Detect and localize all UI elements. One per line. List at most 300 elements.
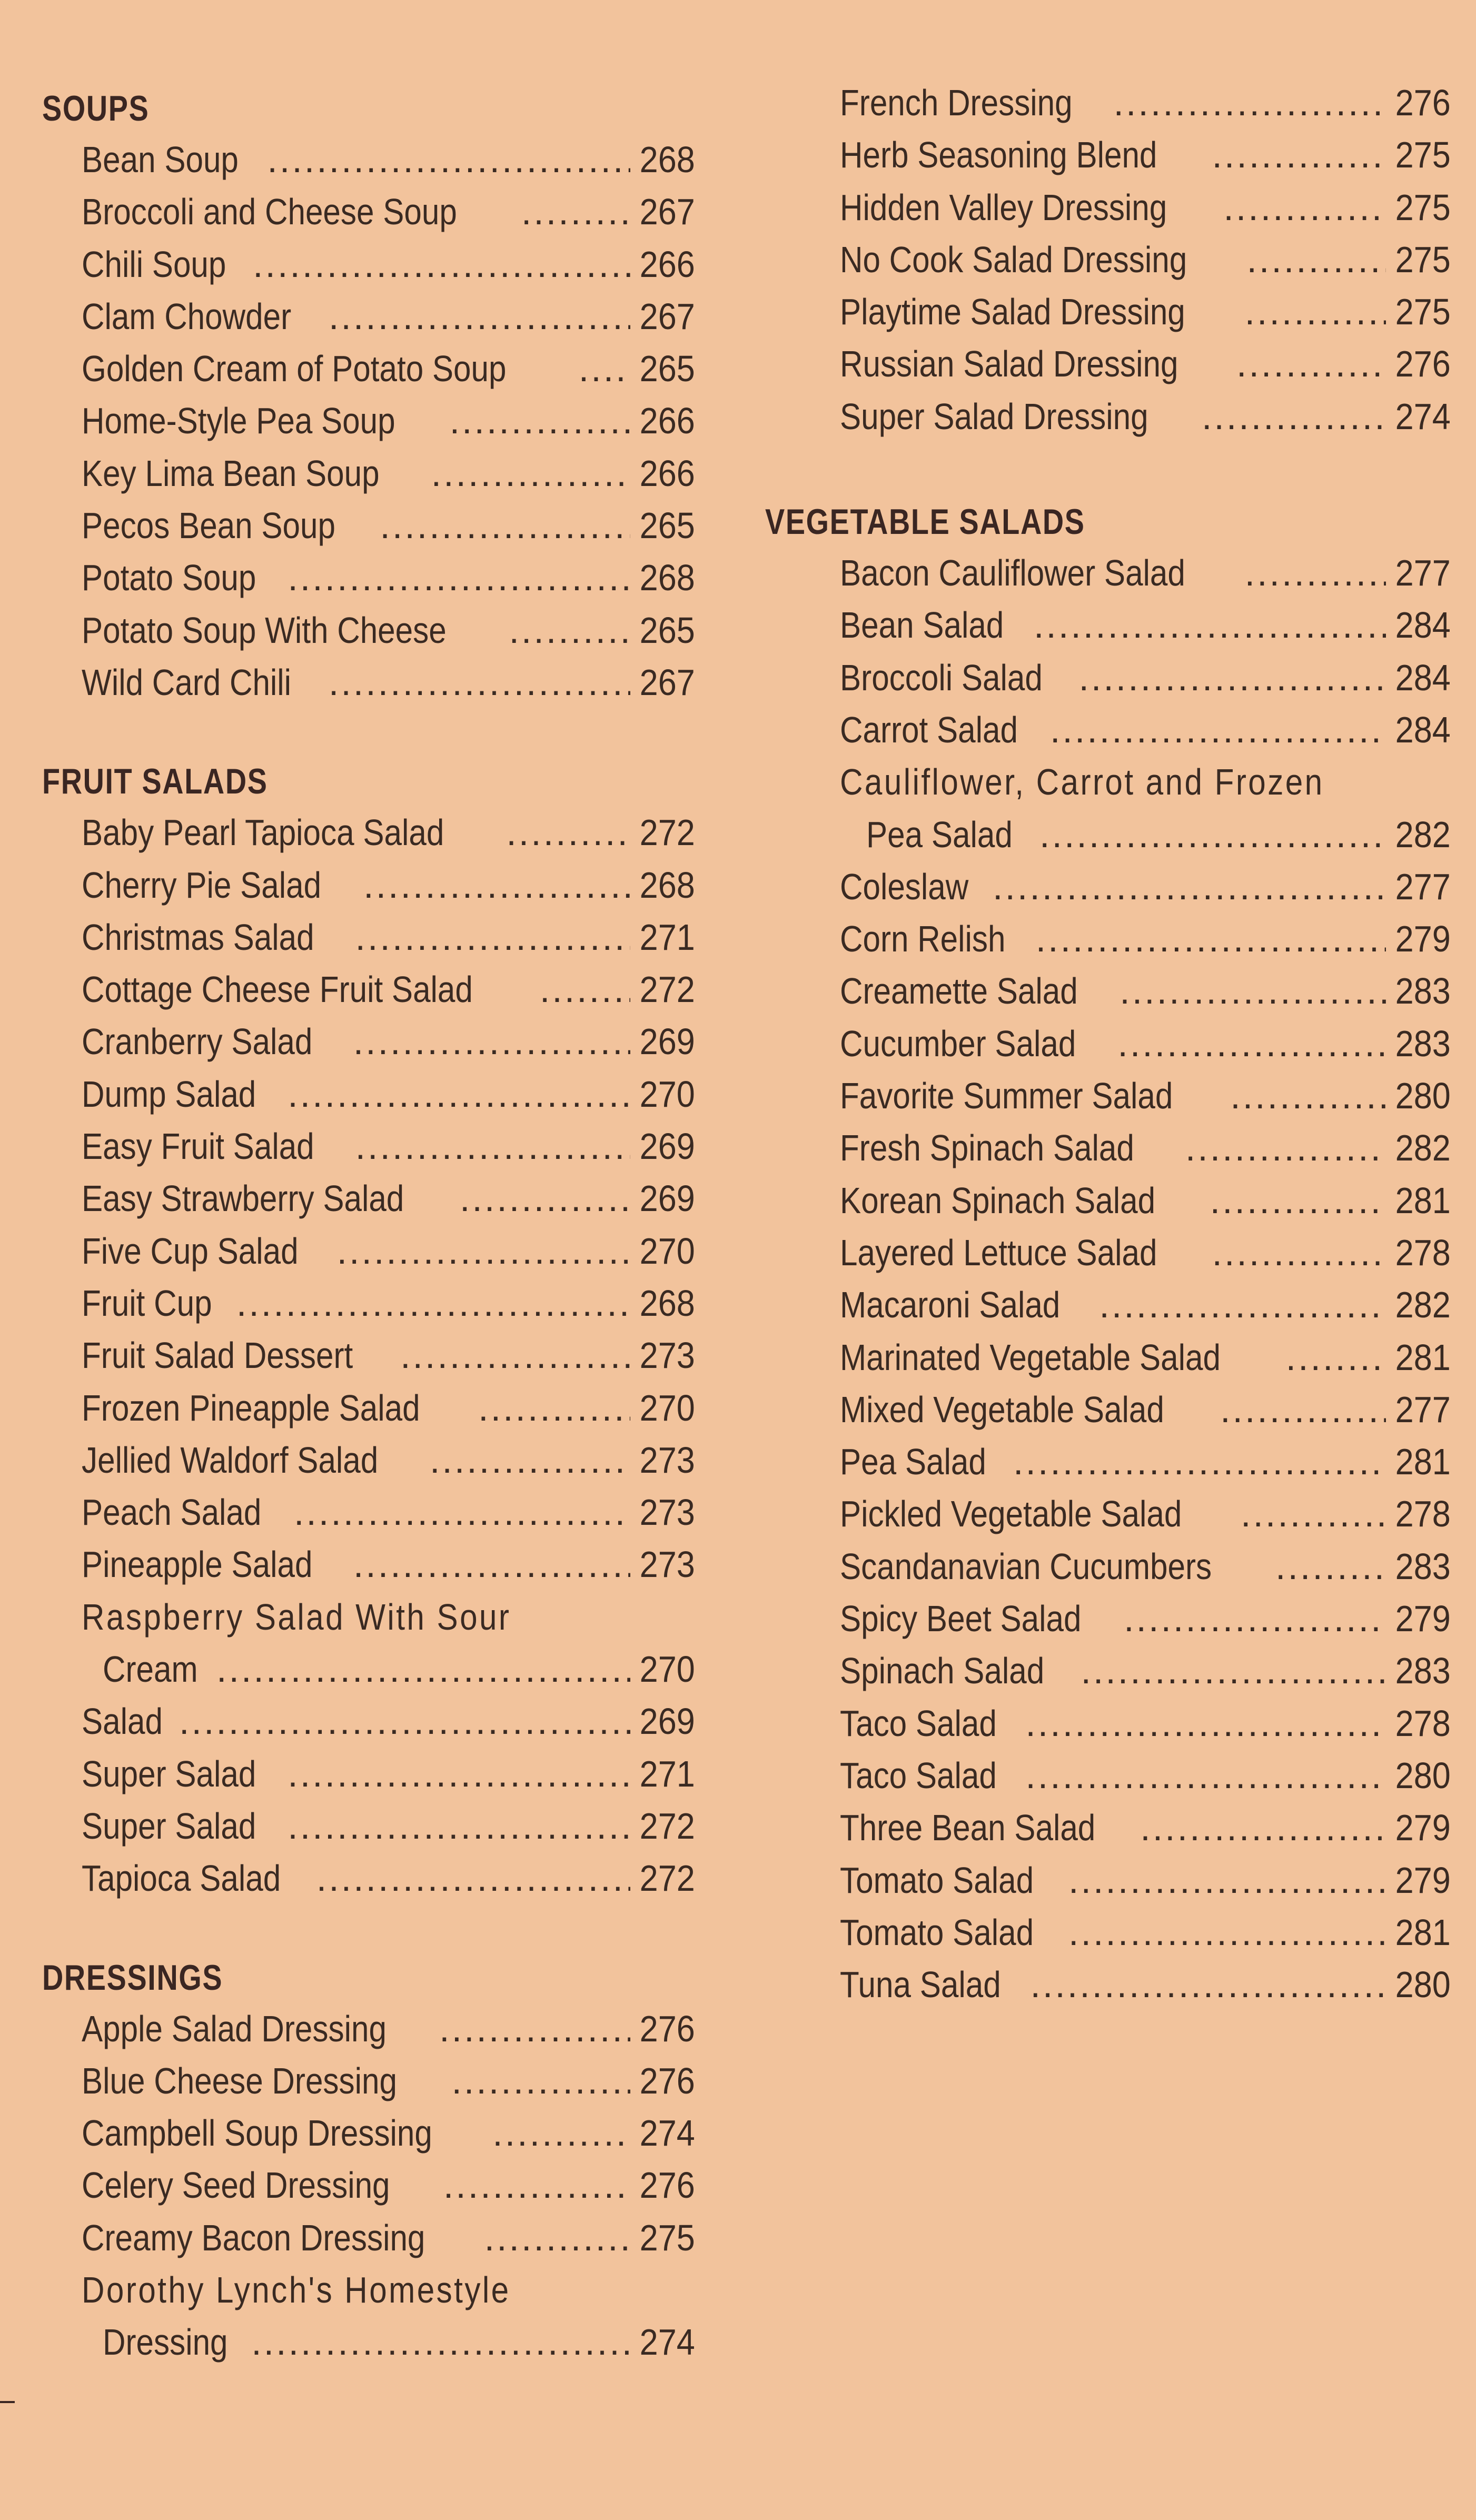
leader-dots	[337, 1225, 631, 1277]
leader-dots	[1025, 1698, 1386, 1750]
entry-page: 272	[639, 812, 695, 854]
leader-dots	[1120, 965, 1386, 1017]
entry-page: 281	[1395, 1336, 1451, 1378]
index-entry	[803, 1227, 1451, 1279]
index-entry	[42, 1225, 695, 1277]
leader-dots	[506, 807, 630, 859]
index-entry-dorothy-line1	[42, 2264, 695, 2316]
entry-name: Raspberry Salad With Sour	[82, 1596, 511, 1638]
section-heading-dressings: DRESSINGS	[42, 1957, 223, 1998]
index-entry	[42, 964, 695, 1016]
index-entry	[803, 1488, 1451, 1540]
leader-dots	[1202, 391, 1386, 443]
leader-dots	[353, 1016, 631, 1068]
leader-dots	[1030, 1959, 1386, 2011]
index-entry	[42, 2055, 695, 2107]
leader-dots	[1013, 1436, 1386, 1488]
entry-page: 272	[639, 1805, 695, 1847]
leader-dots	[355, 1120, 631, 1173]
leader-dots	[1025, 1750, 1386, 1802]
entry-page: 269	[639, 1178, 695, 1219]
entry-page: 279	[1395, 918, 1451, 960]
entry-name: Cherry Pie Salad	[82, 864, 322, 906]
entry-name: Bacon Cauliflower Salad	[840, 552, 1185, 594]
entry-page: 283	[1395, 1023, 1451, 1064]
left-column	[42, 83, 695, 2369]
entry-name: Fresh Spinach Salad	[840, 1127, 1134, 1169]
entry-name: Dressing	[103, 2321, 228, 2363]
entry-name: Tomato Salad	[840, 1911, 1034, 1953]
entry-page: 278	[1395, 1702, 1451, 1744]
leader-dots	[288, 552, 630, 604]
entry-page: 265	[639, 505, 695, 547]
entry-name: Chili Soup	[82, 243, 226, 285]
entry-page: 283	[1395, 970, 1451, 1012]
entry-name: Taco Salad	[840, 1702, 997, 1744]
index-entry	[803, 1175, 1451, 1227]
entry-page: 271	[639, 1753, 695, 1794]
entry-page: 272	[639, 1858, 695, 1899]
entry-name: Salad	[82, 1701, 163, 1742]
entry-name: Bean Soup	[82, 139, 239, 180]
index-entry	[42, 1277, 695, 1330]
section-soups	[42, 83, 695, 709]
entry-page: 276	[639, 2060, 695, 2101]
entry-page: 267	[639, 191, 695, 233]
entry-page: 274	[639, 2112, 695, 2154]
entry-page: 270	[639, 1387, 695, 1428]
leader-dots	[363, 859, 630, 911]
entry-name: Super Salad	[82, 1805, 256, 1847]
index-entry	[42, 1120, 695, 1173]
index-entry	[42, 343, 695, 395]
entry-name: Cauliflower, Carrot and Frozen	[840, 761, 1324, 803]
entry-page: 283	[1395, 1545, 1451, 1587]
entry-name: Pineapple Salad	[82, 1544, 313, 1585]
entry-page: 282	[1395, 813, 1451, 855]
leader-dots	[1223, 182, 1386, 234]
index-entry	[42, 395, 695, 447]
index-entry	[803, 1959, 1451, 2011]
leader-dots	[179, 1695, 630, 1748]
leader-dots	[316, 1852, 630, 1904]
entry-page: 269	[639, 1021, 695, 1063]
entry-page: 269	[639, 1701, 695, 1742]
entry-page: 278	[1395, 1493, 1451, 1535]
entry-page: 266	[639, 400, 695, 442]
leader-dots	[253, 239, 630, 291]
leader-dots	[1230, 1070, 1386, 1122]
entry-name: Playtime Salad Dressing	[840, 291, 1185, 333]
entry-name: Cucumber Salad	[840, 1023, 1076, 1064]
leader-dots	[1212, 129, 1386, 181]
entry-name: Coleslaw	[840, 866, 969, 907]
entry-page: 284	[1395, 709, 1451, 750]
leader-dots	[1185, 1122, 1386, 1174]
entry-page: 276	[639, 2008, 695, 2049]
entry-page: 275	[1395, 239, 1451, 280]
entry-name: French Dressing	[840, 82, 1073, 123]
entry-name: Russian Salad Dressing	[840, 343, 1178, 385]
entry-page: 273	[639, 1544, 695, 1585]
section-heading-soups: SOUPS	[42, 88, 150, 128]
entry-name: No Cook Salad Dressing	[840, 239, 1187, 280]
leader-dots	[1246, 234, 1386, 286]
leader-dots	[1117, 1018, 1386, 1070]
leader-dots	[484, 2212, 631, 2264]
entry-page: 279	[1395, 1807, 1451, 1849]
leader-dots	[540, 964, 630, 1016]
index-entry	[803, 1122, 1451, 1174]
leader-dots	[993, 861, 1386, 913]
vegetable-salads-list-cauliflower	[803, 756, 1451, 861]
entry-name: Broccoli and Cheese Soup	[82, 191, 457, 233]
entry-name: Golden Cream of Potato Soup	[82, 348, 507, 390]
index-entry	[42, 239, 695, 291]
index-entry	[42, 500, 695, 552]
index-entry	[803, 234, 1451, 286]
index-entry	[803, 182, 1451, 234]
entry-name: Marinated Vegetable Salad	[840, 1336, 1221, 1378]
entry-name: Three Bean Salad	[840, 1807, 1096, 1849]
index-entry	[42, 1852, 695, 1904]
index-entry	[42, 552, 695, 604]
leader-dots	[492, 2107, 630, 2159]
entry-name: Fruit Salad Dessert	[82, 1335, 353, 1376]
leader-dots	[1245, 286, 1386, 338]
entry-page: 279	[1395, 1859, 1451, 1901]
index-entry	[803, 1541, 1451, 1593]
leader-dots	[380, 500, 630, 552]
index-entry	[42, 1434, 695, 1486]
entry-page: 276	[639, 2165, 695, 2206]
entry-name: Spicy Beet Salad	[840, 1598, 1082, 1640]
index-entry	[803, 77, 1451, 129]
entry-page: 282	[1395, 1127, 1451, 1169]
entry-page: 284	[1395, 604, 1451, 646]
entry-name: Corn Relish	[840, 918, 1006, 960]
entry-name: Bean Salad	[840, 604, 1004, 646]
index-entry	[803, 1018, 1451, 1070]
entry-name: Christmas Salad	[82, 916, 314, 958]
entry-page: 279	[1395, 1598, 1451, 1640]
entry-name: Taco Salad	[840, 1754, 997, 1796]
entry-page: 281	[1395, 1179, 1451, 1221]
fruit-salads-list-after	[42, 1695, 695, 1904]
entry-name: Pea Salad	[866, 813, 1013, 855]
index-entry	[803, 1070, 1451, 1122]
leader-dots	[288, 1800, 630, 1852]
entry-name: Tuna Salad	[840, 1964, 1001, 2006]
entry-name: Jellied Waldorf Salad	[82, 1439, 379, 1481]
margin-mark	[0, 2401, 15, 2403]
leader-dots	[1034, 599, 1386, 651]
entry-page: 265	[639, 348, 695, 390]
entry-name: Macaroni Salad	[840, 1284, 1061, 1326]
entry-name: Mixed Vegetable Salad	[840, 1388, 1164, 1430]
index-entry	[803, 129, 1451, 181]
index-entry	[803, 547, 1451, 599]
entry-name: Wild Card Chili	[82, 661, 292, 703]
leader-dots	[355, 911, 631, 964]
entry-page: 275	[1395, 134, 1451, 176]
index-entry	[42, 134, 695, 186]
leader-dots	[288, 1068, 630, 1120]
index-entry	[42, 1800, 695, 1852]
leader-dots	[400, 1330, 630, 1382]
index-entry-raspberry	[42, 1643, 695, 1695]
leader-dots	[236, 1277, 630, 1330]
entry-name: Potato Soup With Cheese	[82, 609, 447, 651]
entry-name: Pecos Bean Soup	[82, 505, 335, 547]
entry-page: 267	[639, 295, 695, 337]
entry-name: Easy Fruit Salad	[82, 1126, 314, 1167]
section-vegetable-salads	[765, 497, 1451, 2011]
entry-name: Cranberry Salad	[82, 1021, 313, 1063]
index-entry	[42, 807, 695, 859]
leader-dots	[1039, 809, 1386, 861]
entry-page: 281	[1395, 1911, 1451, 1953]
entry-page: 274	[639, 2321, 695, 2363]
entry-page: 273	[639, 1439, 695, 1481]
entry-name: Pickled Vegetable Salad	[840, 1493, 1182, 1535]
leader-dots	[251, 2316, 630, 2368]
entry-page: 282	[1395, 1284, 1451, 1326]
index-entry	[803, 861, 1451, 913]
index-entry	[42, 859, 695, 911]
index-entry	[803, 1645, 1451, 1697]
index-entry-raspberry-line1	[42, 1591, 695, 1643]
leader-dots	[353, 1539, 630, 1591]
entry-page: 278	[1395, 1232, 1451, 1273]
section-heading-vegetable-salads: VEGETABLE SALADS	[765, 502, 1085, 542]
entry-name: Dump Salad	[82, 1073, 256, 1115]
index-entry	[42, 1695, 695, 1748]
entry-page: 283	[1395, 1650, 1451, 1692]
entry-name: Spinach Salad	[840, 1650, 1045, 1692]
leader-dots	[521, 186, 630, 238]
entry-page: 268	[639, 139, 695, 180]
entry-name: Apple Salad Dressing	[82, 2008, 387, 2049]
leader-dots	[443, 2159, 630, 2211]
leader-dots	[1245, 547, 1386, 599]
index-entry	[42, 604, 695, 657]
index-entry	[42, 657, 695, 709]
entry-name: Potato Soup	[82, 557, 256, 599]
leader-dots	[1236, 338, 1386, 390]
leader-dots	[216, 1643, 630, 1695]
entry-page: 277	[1395, 552, 1451, 594]
entry-name: Tomato Salad	[840, 1859, 1034, 1901]
leader-dots	[1114, 77, 1386, 129]
entry-name: Cottage Cheese Fruit Salad	[82, 969, 473, 1010]
entry-page: 269	[639, 1126, 695, 1167]
entry-name: Carrot Salad	[840, 709, 1018, 750]
index-entry	[803, 652, 1451, 704]
index-entry	[803, 391, 1451, 443]
entry-name: Frozen Pineapple Salad	[82, 1387, 420, 1428]
index-entry	[803, 1332, 1451, 1384]
entry-name: Clam Chowder	[82, 295, 292, 337]
leader-dots	[1124, 1593, 1386, 1645]
leader-dots	[1212, 1227, 1386, 1279]
fruit-salads-list-raspberry	[42, 1591, 695, 1696]
index-entry	[42, 1539, 695, 1591]
leader-dots	[1081, 1645, 1386, 1697]
index-entry	[42, 1382, 695, 1434]
index-entry	[42, 291, 695, 343]
entry-name: Baby Pearl Tapioca Salad	[82, 812, 444, 854]
entry-page: 268	[639, 864, 695, 906]
index-entry	[803, 1384, 1451, 1436]
entry-name: Blue Cheese Dressing	[82, 2060, 397, 2101]
entry-name: Super Salad Dressing	[840, 395, 1148, 437]
index-entry	[42, 1173, 695, 1225]
index-entry-dorothy	[42, 2316, 695, 2368]
entry-name: Layered Lettuce Salad	[840, 1232, 1157, 1273]
entry-name: Favorite Summer Salad	[840, 1075, 1173, 1117]
index-entry-cauliflower	[803, 809, 1451, 861]
leader-dots	[1068, 1854, 1386, 1907]
entry-page: 271	[639, 916, 695, 958]
index-entry	[42, 1330, 695, 1382]
index-entry	[42, 448, 695, 500]
leader-dots	[1068, 1907, 1386, 1959]
entry-name: Hidden Valley Dressing	[840, 186, 1167, 228]
leader-dots	[1241, 1488, 1386, 1540]
dressings-list-dorothy	[42, 2264, 695, 2369]
leader-dots	[1099, 1279, 1386, 1331]
entry-page: 268	[639, 1282, 695, 1324]
index-entry	[803, 913, 1451, 965]
index-entry	[42, 2212, 695, 2264]
vegetable-salads-list	[803, 861, 1451, 2011]
leader-dots	[579, 343, 630, 395]
leader-dots	[329, 291, 630, 343]
entry-name: Dorothy Lynch's Homestyle	[82, 2269, 511, 2310]
leader-dots	[1220, 1384, 1386, 1436]
leader-dots	[329, 657, 630, 709]
entry-name: Scandanavian Cucumbers	[840, 1545, 1212, 1587]
index-entry	[42, 1016, 695, 1068]
entry-page: 274	[1395, 395, 1451, 437]
leader-dots	[509, 604, 630, 657]
index-entry	[803, 599, 1451, 651]
entry-name: Cream	[103, 1649, 198, 1690]
index-entry	[803, 1698, 1451, 1750]
entry-page: 280	[1395, 1075, 1451, 1117]
leader-dots	[1210, 1175, 1386, 1227]
leader-dots	[1036, 913, 1386, 965]
index-entry	[42, 1486, 695, 1539]
entry-name: Five Cup Salad	[82, 1230, 299, 1272]
fruit-salads-list	[42, 807, 695, 1591]
entry-name: Herb Seasoning Blend	[840, 134, 1157, 176]
index-entry	[42, 2107, 695, 2159]
entry-name: Peach Salad	[82, 1492, 262, 1533]
index-entry	[42, 911, 695, 964]
leader-dots	[267, 134, 630, 186]
index-entry	[803, 1436, 1451, 1488]
entry-name: Easy Strawberry Salad	[82, 1178, 404, 1219]
entry-page: 272	[639, 969, 695, 1010]
entry-page: 275	[1395, 186, 1451, 228]
leader-dots	[288, 1748, 630, 1800]
leader-dots	[1078, 652, 1386, 704]
index-entry	[803, 338, 1451, 390]
entry-page: 284	[1395, 657, 1451, 698]
dressings-continued-list	[803, 77, 1451, 443]
entry-name: Creamette Salad	[840, 970, 1078, 1012]
entry-name: Super Salad	[82, 1753, 256, 1794]
entry-page: 281	[1395, 1441, 1451, 1483]
index-entry	[803, 1802, 1451, 1854]
entry-name: Fruit Cup	[82, 1282, 212, 1324]
entry-page: 275	[639, 2217, 695, 2258]
entry-page: 277	[1395, 1388, 1451, 1430]
index-entry	[803, 704, 1451, 756]
leader-dots	[1140, 1802, 1386, 1854]
entry-name: Campbell Soup Dressing	[82, 2112, 432, 2154]
entry-page: 270	[639, 1230, 695, 1272]
vegetable-salads-list-before	[803, 547, 1451, 756]
entry-page: 276	[1395, 82, 1451, 123]
entry-page: 270	[639, 1073, 695, 1115]
index-entry-cauliflower-line1	[803, 756, 1451, 808]
index-entry	[803, 965, 1451, 1017]
index-entry	[42, 2003, 695, 2055]
section-fruit-salads	[42, 756, 695, 1904]
leader-dots	[430, 1434, 630, 1486]
right-column	[765, 77, 1451, 2011]
leader-dots	[478, 1382, 630, 1434]
entry-page: 280	[1395, 1964, 1451, 2006]
entry-page: 276	[1395, 343, 1451, 385]
entry-page: 275	[1395, 291, 1451, 333]
entry-page: 266	[639, 452, 695, 494]
entry-name: Broccoli Salad	[840, 657, 1043, 698]
index-entry	[803, 1854, 1451, 1907]
leader-dots	[1050, 704, 1386, 756]
entry-name: Pea Salad	[840, 1441, 986, 1483]
entry-name: Key Lima Bean Soup	[82, 452, 380, 494]
index-entry	[42, 1748, 695, 1800]
leader-dots	[451, 2055, 630, 2107]
entry-page: 277	[1395, 866, 1451, 907]
leader-dots	[439, 2003, 630, 2055]
entry-name: Korean Spinach Salad	[840, 1179, 1156, 1221]
entry-name: Celery Seed Dressing	[82, 2165, 390, 2206]
index-entry	[42, 186, 695, 238]
dressings-list	[42, 2003, 695, 2264]
entry-page: 273	[639, 1335, 695, 1376]
index-entry	[803, 1750, 1451, 1802]
index-entry	[803, 286, 1451, 338]
index-entry	[803, 1907, 1451, 1959]
leader-dots	[450, 395, 631, 447]
section-dressings	[42, 1952, 695, 2369]
leader-dots	[1275, 1541, 1386, 1593]
entry-name: Tapioca Salad	[82, 1858, 281, 1899]
leader-dots	[294, 1486, 630, 1539]
section-heading-fruit-salads: FRUIT SALADS	[42, 761, 268, 802]
entry-name: Creamy Bacon Dressing	[82, 2217, 425, 2258]
entry-page: 266	[639, 243, 695, 285]
index-entry	[803, 1279, 1451, 1331]
index-entry	[42, 2159, 695, 2211]
entry-page: 270	[639, 1649, 695, 1690]
entry-page: 273	[639, 1492, 695, 1533]
